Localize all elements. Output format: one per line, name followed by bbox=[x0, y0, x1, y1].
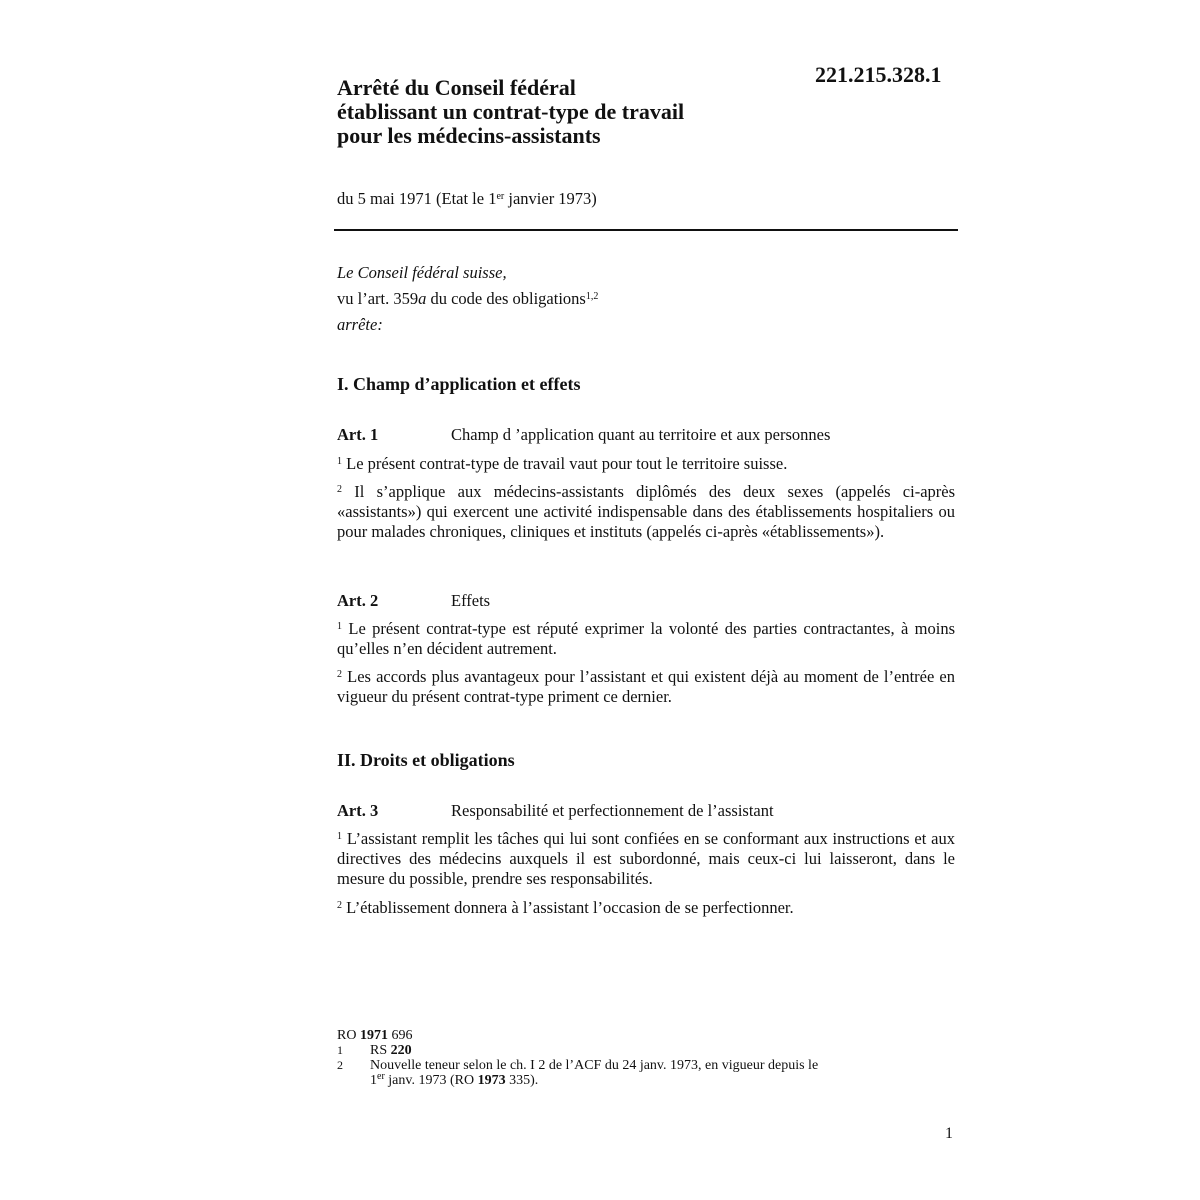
divider bbox=[334, 229, 958, 231]
para-text: L’assistant remplit les tâches qui lui sont confiées en se conformant aux instructions et aux directives des médecins auxquels il est subordonné, mais ceux-ci lui laisseront, dans le mesure du possible, prendre ses responsabilités. bbox=[337, 829, 956, 888]
section-heading: II. Droits et obligations bbox=[337, 750, 515, 770]
para-text: Les accords plus avantageux pour l’assistant et qui existent déjà au moment de l’entrée en vigueur du présent contrat-type priment ce dernier. bbox=[337, 667, 955, 706]
para-number: 1 bbox=[337, 831, 342, 842]
para-text: Le présent contrat-type de travail vaut pour tout le territoire suisse. bbox=[346, 454, 788, 473]
fn-text: RS bbox=[370, 1043, 391, 1058]
para-number: 2 bbox=[337, 484, 342, 495]
date-text: janvier 1973) bbox=[504, 189, 597, 208]
article-title: Responsabilité et perfectionnement de l’assistant bbox=[451, 801, 774, 820]
para-number: 1 bbox=[337, 621, 342, 632]
preamble bbox=[337, 260, 598, 338]
preamble-text: a bbox=[418, 289, 427, 308]
para-number: 2 bbox=[337, 900, 342, 911]
footnote-ref[interactable]: 1,2 bbox=[585, 291, 599, 302]
section-heading: I. Champ d’application et effets bbox=[337, 374, 581, 394]
paragraph bbox=[337, 619, 955, 659]
fn-text: RO bbox=[337, 1028, 360, 1043]
preamble-line: arrête: bbox=[337, 315, 383, 334]
article-title: Effets bbox=[451, 591, 491, 610]
document-number: 221.215.328.1 bbox=[815, 62, 942, 87]
para-number: 1 bbox=[337, 456, 342, 467]
article-label: Art. 1 bbox=[337, 425, 379, 444]
article-title: Champ d ’application quant au territoire et aux personnes bbox=[451, 425, 831, 444]
preamble-text: vu l’art. 359 bbox=[337, 289, 419, 308]
para-text: L’établissement donnera à l’assistant l’occasion de se perfectionner. bbox=[346, 898, 794, 917]
article-heading bbox=[337, 591, 957, 611]
para-text: Le présent contrat-type est réputé exprimer la volonté des parties contractantes, à moins qu’elles n’en décident autrement. bbox=[337, 619, 956, 658]
fn-text: 220 bbox=[390, 1043, 412, 1058]
document-date bbox=[337, 189, 597, 209]
paragraph bbox=[337, 482, 955, 542]
fn-text: Nouvelle teneur selon le ch. I 2 de l’ACF du 24 janv. 1973, en vigueur depuis le bbox=[370, 1058, 819, 1073]
paragraph bbox=[337, 829, 955, 889]
fn-text: janv. 1973 (RO bbox=[384, 1073, 478, 1088]
document-title bbox=[337, 76, 684, 148]
article-heading bbox=[337, 801, 957, 821]
paragraph bbox=[337, 454, 955, 474]
paragraph bbox=[337, 667, 955, 707]
title-line: pour les médecins-assistants bbox=[337, 123, 601, 148]
footnote bbox=[337, 1058, 818, 1088]
title-line: établissant un contrat-type de travail bbox=[337, 99, 685, 124]
fn-text: 1973 bbox=[477, 1073, 506, 1088]
paragraph bbox=[337, 898, 955, 918]
para-number: 2 bbox=[337, 669, 342, 680]
date-text: du 5 mai 1971 (Etat le 1 bbox=[337, 189, 497, 208]
fn-sup: er bbox=[377, 1071, 385, 1082]
title-line: Arrêté du Conseil fédéral bbox=[337, 75, 576, 100]
footnote-number: 2 bbox=[337, 1058, 343, 1072]
preamble-line: Le Conseil fédéral suisse, bbox=[337, 263, 507, 282]
footnote bbox=[337, 1043, 818, 1058]
fn-text: 1971 bbox=[359, 1028, 388, 1043]
preamble-text: du code des obligations bbox=[426, 289, 586, 308]
article-label: Art. 2 bbox=[337, 591, 379, 610]
article-label: Art. 3 bbox=[337, 801, 379, 820]
footnotes bbox=[337, 1028, 818, 1088]
article-heading bbox=[337, 425, 957, 445]
para-text: Il s’applique aux médecins-assistants diplômés des deux sexes (appelés ci-après «assistants») qui exercent une activité indispensable dans des établissements hospitaliers ou pour malades chroniques, cliniques et instituts (appelés ci-après «établissements»). bbox=[337, 482, 956, 541]
fn-text: 696 bbox=[387, 1028, 413, 1043]
date-sup: er bbox=[496, 191, 505, 202]
footnote-number: 1 bbox=[337, 1043, 343, 1057]
fn-text: 335). bbox=[505, 1073, 539, 1088]
fn-text: 1 bbox=[370, 1073, 377, 1088]
page-number: 1 bbox=[945, 1125, 953, 1142]
ro-reference bbox=[337, 1028, 818, 1043]
